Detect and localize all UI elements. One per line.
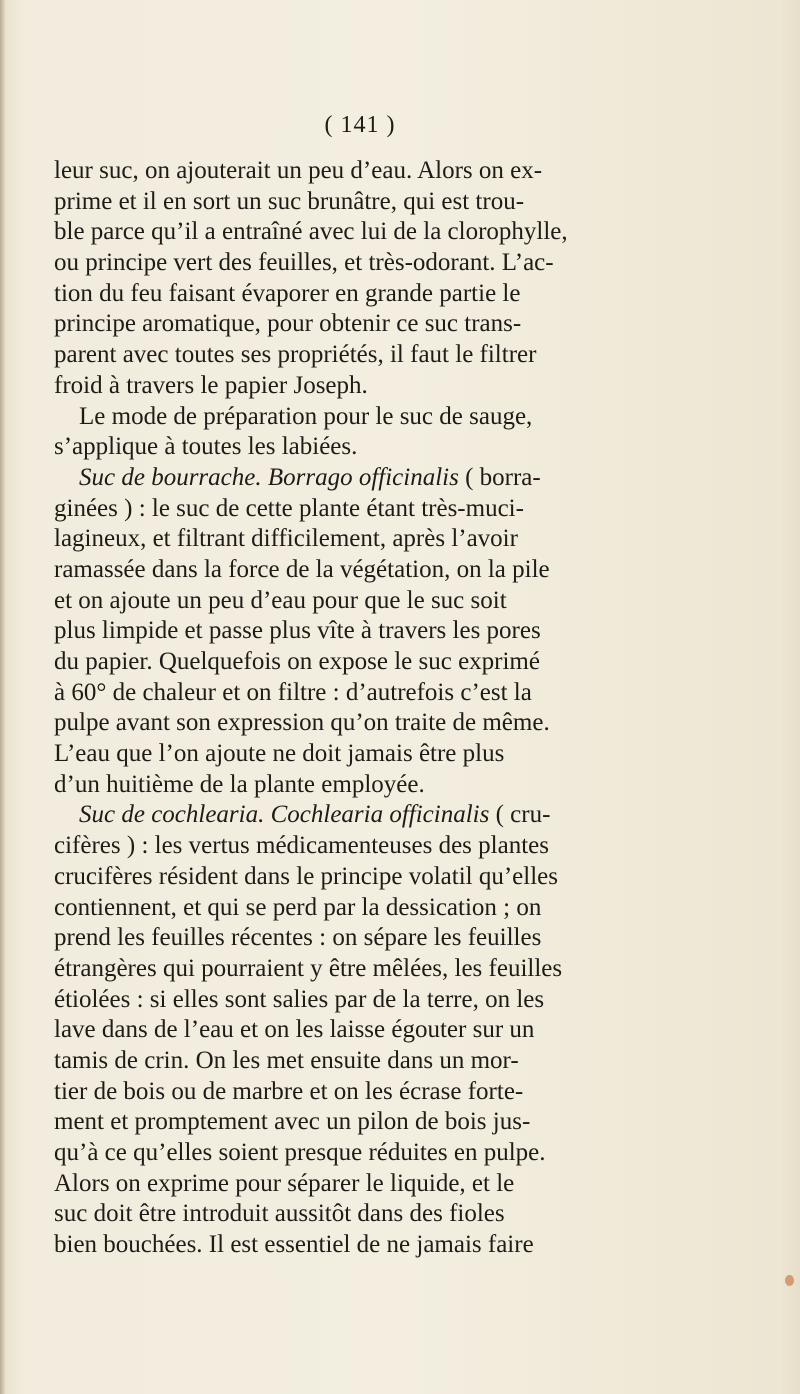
text-run: suc doit être introduit aussitôt dans des fioles [54,1200,505,1228]
text-line [54,1138,796,1169]
text-run: qu’à ce qu’elles soient presque réduites en pulpe. [54,1139,546,1166]
text-line [54,371,796,402]
text-run: cifères ) : les vertus médicamenteuses des plantes [54,832,549,860]
italic-heading: Suc de bourrache. Borrago officinalis [79,463,459,491]
text-line [54,494,796,525]
text-run: étiolées : si elles sont salies par de la terre, on les [54,985,545,1013]
text-run: froid à travers le papier Joseph. [54,371,368,399]
page-edge-shadow [0,0,6,1394]
text-line [54,1230,796,1261]
text-run: pulpe avant son expression qu’on traite de même. [54,709,550,737]
text-run: d’un huitième de la plante employée. [54,770,425,798]
text-run: du papier. Quelquefois on expose le suc exprimé [54,648,540,675]
text-line [54,647,796,678]
text-line [54,616,796,647]
text-line [54,248,796,279]
text-run: étrangères qui pourraient y être mêlées, les feuilles [54,954,563,982]
text-line [54,770,796,801]
text-line [54,555,796,586]
text-run: s’applique à toutes les labiées. [54,433,358,461]
text-line [54,187,796,218]
text-run: lave dans de l’eau et on les laisse égouter sur un [54,1016,535,1044]
text-line [54,402,796,433]
text-run: plus limpide et passe plus vîte à travers les pores [54,617,541,645]
text-run: ble parce qu’il a entraîné avec lui de la clorophylle, [54,218,568,246]
text-run [54,801,79,828]
text-line [54,586,796,617]
text-run [54,464,79,491]
body-text [54,156,796,1261]
text-run: principe aromatique, pour obtenir ce suc trans- [54,310,522,338]
text-line [54,432,796,463]
text-line [54,340,796,371]
text-line [54,279,796,310]
text-line [54,1046,796,1077]
text-run: leur suc, on ajouterait un peu d’eau. Alors on ex- [54,157,543,184]
text-run: L’eau que l’on ajoute ne doit jamais être plus [54,740,505,768]
text-run: prime et il en sort un suc brunâtre, qui est trou- [54,187,525,215]
text-line [54,739,796,770]
page-number: ( 141 ) [324,112,396,138]
text-run: crucifères résident dans le principe volatil qu’elles [54,862,558,890]
text-line [54,862,796,893]
text-run: lagineux, et filtrant difficilement, après l’avoir [54,525,518,553]
text-line [54,1107,796,1138]
text-line [54,831,796,862]
text-line [54,463,796,494]
text-run: ginées ) : le suc de cette plante étant très-muci- [54,494,524,522]
text-line [54,954,796,985]
text-line [54,217,796,248]
ink-blot [785,1275,794,1286]
text-line [54,923,796,954]
text-run: tamis de crin. On les met ensuite dans un mor- [54,1046,519,1074]
text-run: à 60° de chaleur et on filtre : d’autrefois c’est la [54,678,532,706]
italic-heading: Suc de cochlearia. Cochlearia officinalis [79,801,490,829]
text-line [54,678,796,709]
text-line [54,1077,796,1108]
text-line [54,985,796,1016]
text-run: Alors on exprime pour séparer le liquide, et le [54,1169,515,1197]
text-run: ment et promptement avec un pilon de bois jus- [54,1108,531,1136]
text-run: ( cru- [489,801,551,829]
text-run: ou principe vert des feuilles, et très-odorant. L’ac- [54,249,554,277]
text-line [54,309,796,340]
text-run: bien bouchées. Il est essentiel de ne jamais faire [54,1231,534,1259]
text-run: et on ajoute un peu d’eau pour que le suc soit [54,586,507,614]
text-run: parent avec toutes ses propriétés, il faut le filtrer [54,341,537,369]
text-run: Le mode de préparation pour le suc de sauge, [54,402,533,430]
text-run: ramassée dans la force de la végétation, on la pile [54,555,550,583]
text-line [54,156,796,187]
text-line [54,893,796,924]
text-run: tion du feu faisant évaporer en grande partie le [54,279,521,307]
text-run: prend les feuilles récentes : on sépare les feuilles [54,924,542,952]
text-line [54,1199,796,1230]
text-line [54,1169,796,1200]
text-line [54,524,796,555]
text-run: ( borra- [458,463,541,491]
text-run: tier de bois ou de marbre et on les écrase forte- [54,1077,524,1105]
text-line [54,800,796,831]
text-line [54,1015,796,1046]
text-run: contiennent, et qui se perd par la dessication ; on [54,893,542,921]
text-line [54,708,796,739]
